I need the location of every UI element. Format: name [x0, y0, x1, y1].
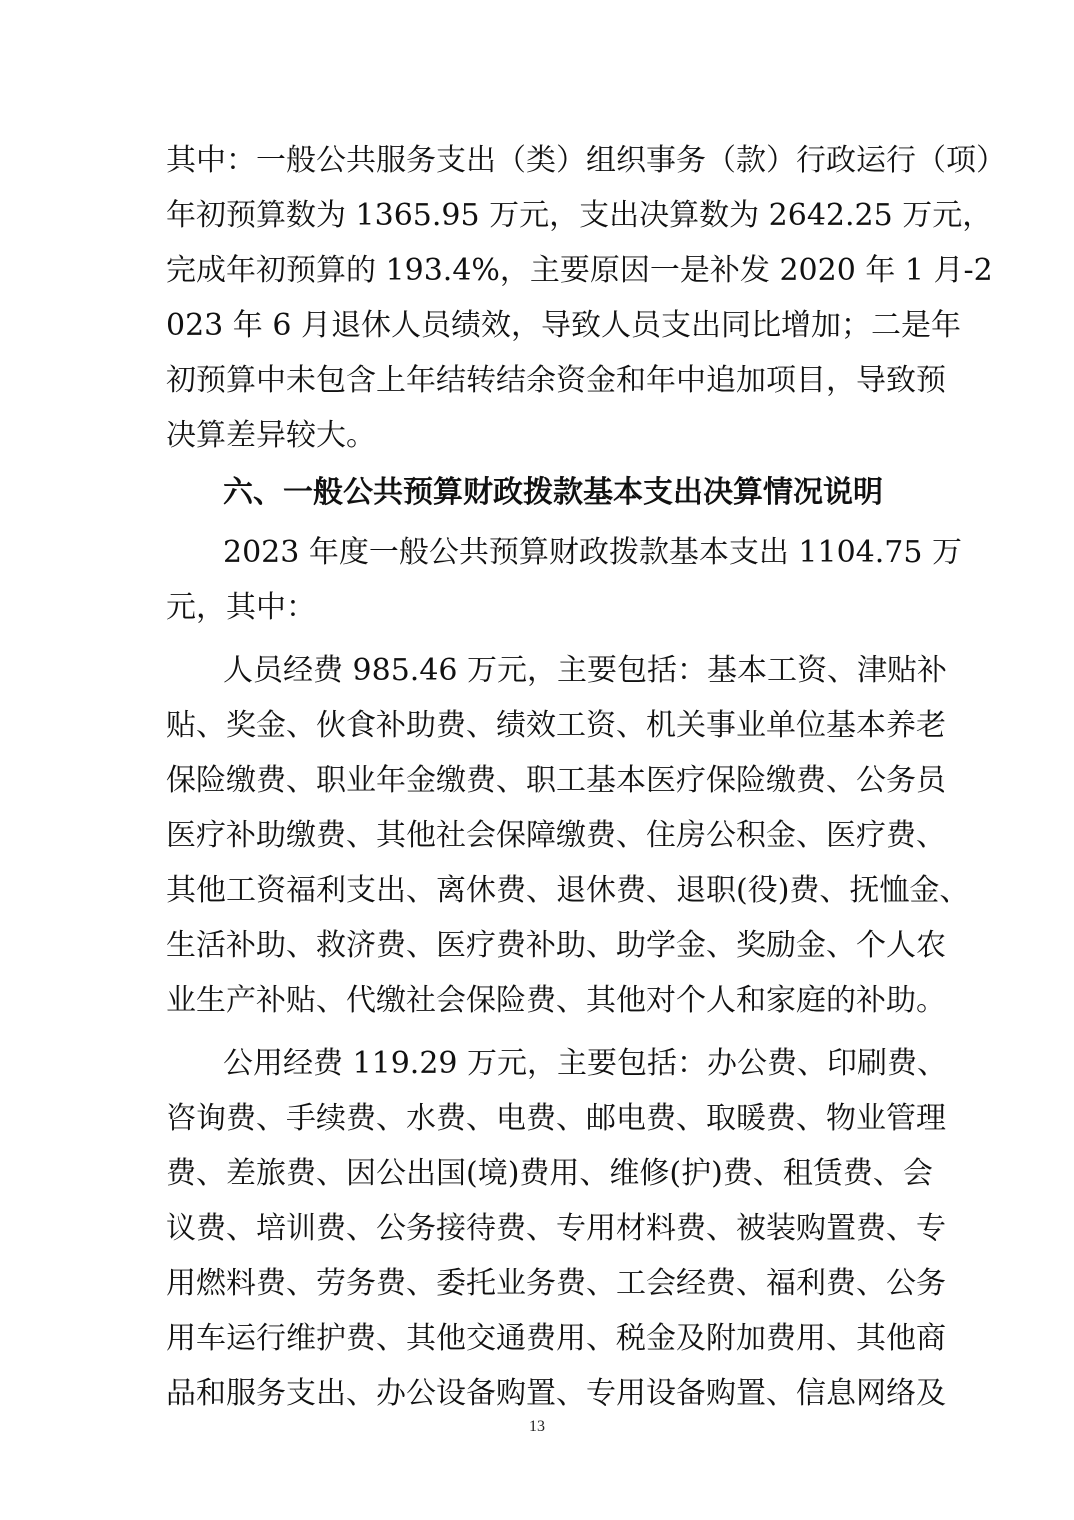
- document-body: [166, 133, 1006, 1421]
- text-line: 初预算中未包含上年结转结余资金和年中追加项目，导致预: [166, 363, 946, 398]
- paragraph-personnel-expenses: [166, 643, 970, 1028]
- text-line: 其中：一般公共服务支出（类）组织事务（款）行政运行（项）: [166, 143, 1006, 178]
- text-line: 生活补助、救济费、医疗费补助、助学金、奖励金、个人农: [166, 928, 946, 963]
- text-line: 医疗补助缴费、其他社会保障缴费、住房公积金、医疗费、: [166, 818, 946, 853]
- text-line: 年初预算数为 1365.95 万元，支出决算数为 2642.25 万元，: [166, 198, 993, 233]
- text-line: 费、差旅费、因公出国(境)费用、维修(护)费、租赁费、会: [166, 1156, 933, 1191]
- text-line: 完成年初预算的 193.4%，主要原因一是补发 2020 年 1 月-2: [166, 253, 993, 288]
- text-line: 2023 年度一般公共预算财政拨款基本支出 1104.75 万: [223, 535, 963, 570]
- page-number: 13: [529, 1418, 545, 1435]
- paragraph-basic-expenditure: [166, 525, 963, 635]
- text-line: 用燃料费、劳务费、委托业务费、工会经费、福利费、公务: [166, 1266, 946, 1301]
- text-line: 保险缴费、职业年金缴费、职工基本医疗保险缴费、公务员: [166, 763, 946, 798]
- text-line: 其他工资福利支出、离休费、退休费、退职(役)费、抚恤金、: [166, 873, 970, 908]
- text-line: 公用经费 119.29 万元，主要包括：办公费、印刷费、: [223, 1046, 948, 1081]
- text-line: 品和服务支出、办公设备购置、专用设备购置、信息网络及: [166, 1376, 946, 1411]
- text-line: 议费、培训费、公务接待费、专用材料费、被装购置费、专: [166, 1211, 946, 1246]
- text-line: 贴、奖金、伙食补助费、绩效工资、机关事业单位基本养老: [166, 708, 946, 743]
- text-line: 业生产补贴、代缴社会保险费、其他对个人和家庭的补助。: [166, 983, 946, 1018]
- text-line: 决算差异较大。: [166, 418, 376, 453]
- text-line: 咨询费、手续费、水费、电费、邮电费、取暖费、物业管理: [166, 1101, 946, 1136]
- text-line: 元，其中：: [166, 590, 316, 625]
- text-line: 用车运行维护费、其他交通费用、税金及附加费用、其他商: [166, 1321, 946, 1356]
- paragraph-public-expenses: [166, 1036, 948, 1421]
- paragraph-budget-variance: [166, 133, 1006, 463]
- text-line: 人员经费 985.46 万元，主要包括：基本工资、津贴补: [223, 653, 948, 688]
- text-line: 023 年 6 月退休人员绩效，导致人员支出同比增加；二是年: [166, 308, 961, 343]
- section-heading: 六、一般公共预算财政拨款基本支出决算情况说明: [223, 475, 883, 510]
